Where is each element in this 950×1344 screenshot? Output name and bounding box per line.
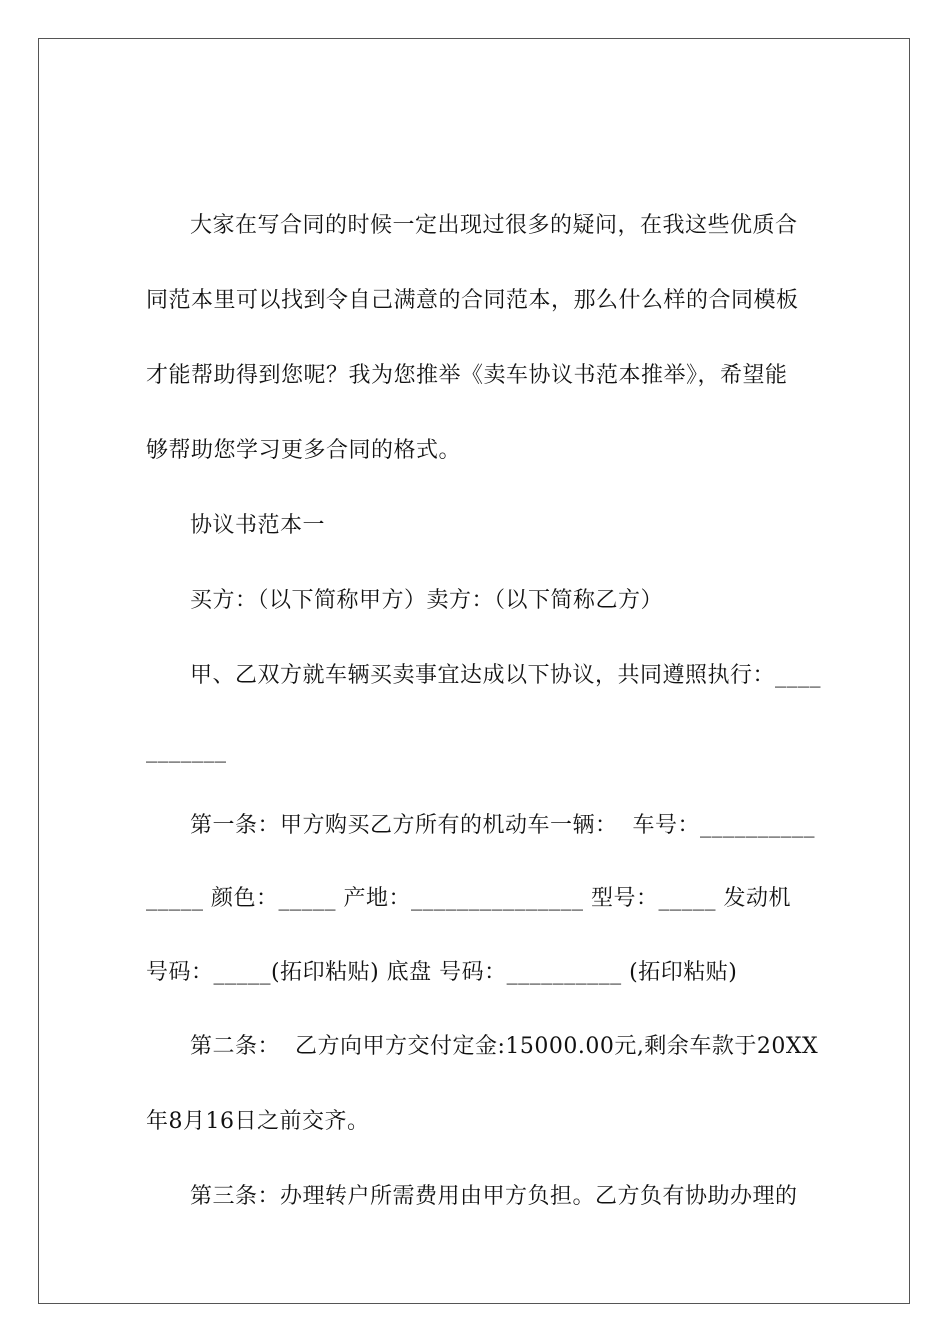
preamble-line-2: _______: [146, 738, 227, 763]
article1-line-2: _____ 颜色：_____ 产地：_______________ 型号：_____ 发动机: [146, 886, 791, 911]
intro-line-3: 才能帮助得到您呢？我为您推举《卖车协议书范本推举》，希望能: [146, 363, 788, 388]
article2-line-1: 第二条： 乙方向甲方交付定金:15000.00元,剩余车款于20XX: [190, 1034, 819, 1059]
article3-line-1: 第三条：办理转户所需费用由甲方负担。乙方负有协助办理的: [190, 1184, 798, 1209]
intro-line-1: 大家在写合同的时候一定出现过很多的疑问，在我这些优质合: [190, 213, 798, 238]
intro-line-2: 同范本里可以找到令自己满意的合同范本，那么什么样的合同模板: [146, 288, 799, 313]
article1-line-3: 号码：_____(拓印粘贴) 底盘 号码：__________ (拓印粘贴): [146, 960, 738, 985]
article1-line-1: 第一条：甲方购买乙方所有的机动车一辆： 车号：__________: [190, 813, 815, 838]
intro-line-4: 够帮助您学习更多合同的格式。: [146, 438, 462, 463]
parties-line: 买方：（以下简称甲方）卖方：（以下简称乙方）: [190, 588, 664, 613]
preamble-line-1: 甲、乙双方就车辆买卖事宜达成以下协议，共同遵照执行：____: [190, 663, 822, 688]
article2-line-2: 年8月16日之前交齐。: [146, 1109, 370, 1134]
section-title: 协议书范本一: [190, 513, 326, 538]
